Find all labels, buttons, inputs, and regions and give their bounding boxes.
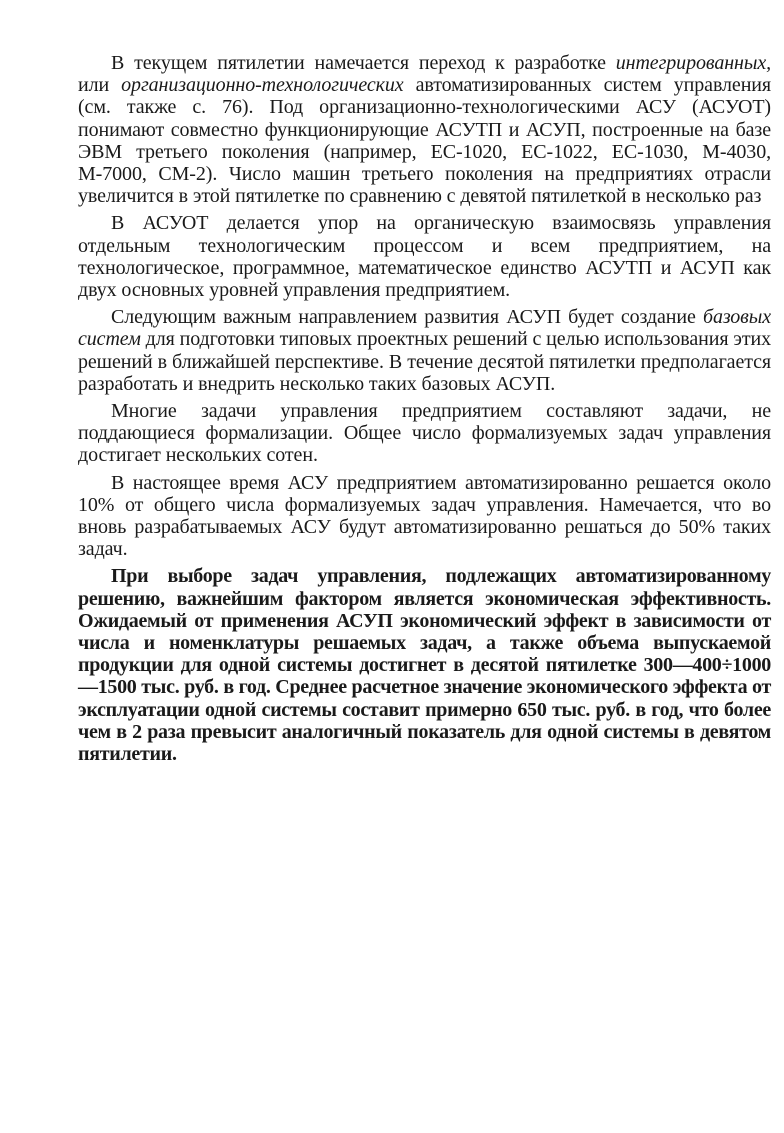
paragraph [78, 52, 771, 207]
italic-term: базовых систем [78, 306, 771, 351]
paragraph [78, 472, 771, 561]
paragraph [78, 306, 771, 395]
text-run: автоматизированных систем управления (см. также с. 76). Под организационно-технологическими АСУ (АСУОТ) понимают совместно функционирующие АСУТП и АСУП, построенные на базе ЭВМ третьего поколения (например, ЕС-1020, ЕС-1022, ЕС-1030, М-4030, М-7000, СМ-2). Число машин третьего поколения на предприятиях отрасли увеличится в этой пятилетке по сравнению с девятой пятилеткой в несколько раз [78, 74, 771, 208]
italic-term: интегрированных, [615, 52, 771, 74]
page-text [78, 52, 771, 765]
paragraph [78, 400, 771, 467]
text-run: В настоящее время АСУ предприятием автоматизированно решается около 10% от общего числа формализуемых задач управления. Намечается, что во вновь разрабатываемых АСУ будут автоматизированно решаться до 50% таких задач. [78, 471, 771, 561]
paragraph [78, 212, 771, 301]
text-run: Многие задачи управления предприятием составляют задачи, не поддающиеся формализации. Общее число формализуемых задач управления достигает нескольких сотен. [78, 400, 771, 467]
text-run: В текущем пятилетии намечается переход к разработке [111, 52, 616, 74]
text-run: для подготовки типовых проектных решений с целью использования этих решений в ближайшей перспективе. В течение десятой пятилетки предполагается разработать и внедрить несколько таких базовых АСУП. [78, 328, 771, 395]
paragraph [78, 565, 771, 765]
text-run: При выборе задач управления, подлежащих автоматизированному решению, важнейшим фактором является экономическая эффективность. Ожидаемый от применения АСУП экономический эффект в зависимости от числа и номенклатуры решаемых задач, а также объема выпускаемой продукции для одной системы достигнет в десятой пятилетке 300—400÷1000—1500 тыс. руб. в год. Среднее расчетное значение экономического эффекта от эксплуатации одной системы составит примерно 650 тыс. руб. в год, что более чем в 2 раза превысит аналогичный показатель для одной системы в девятом пятилетии. [78, 565, 771, 766]
text-run: Следующим важным направлением развития АСУП будет создание [111, 306, 703, 329]
italic-term: организационно-технологических [121, 74, 404, 97]
text-run: или [78, 74, 122, 97]
text-run: В АСУОТ делается упор на органическую взаимосвязь управления отдельным технологическим процессом и всем предприятием, на технологическое, программное, математическое единство АСУТП и АСУП как двух основных уровней управления предприятием. [78, 212, 771, 302]
